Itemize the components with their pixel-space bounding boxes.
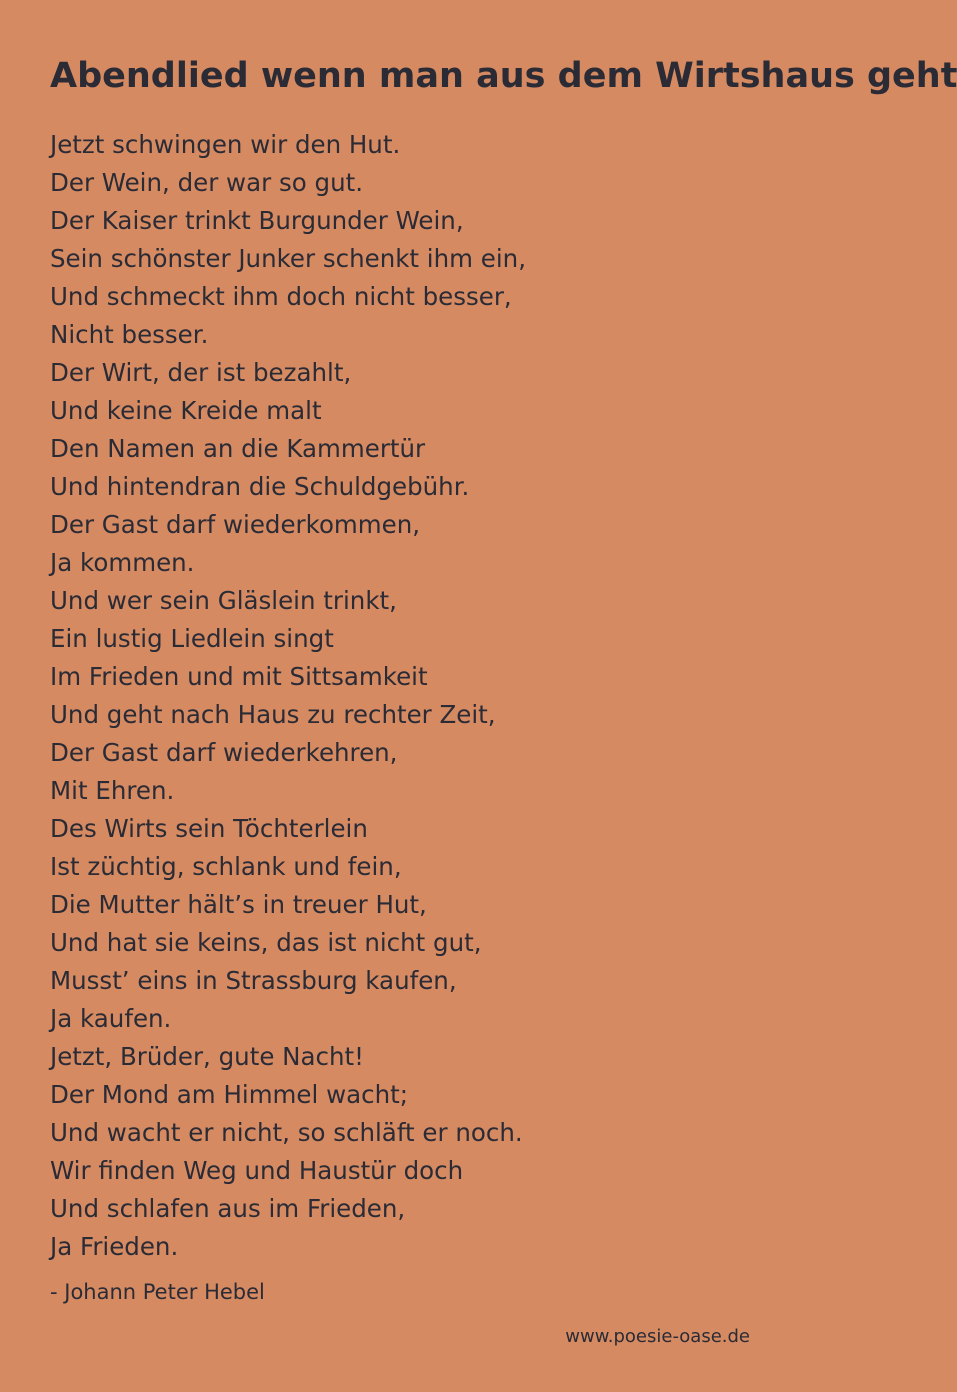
poem-line: Wir finden Weg und Haustür doch [50,1156,464,1185]
poem-line: Der Gast darf wiederkehren, [50,738,398,767]
website-credit: www.poesie-oase.de [565,1326,750,1347]
poem-line: Und schmeckt ihm doch nicht besser, [50,282,512,311]
poem-author: - Johann Peter Hebel [50,1280,265,1304]
poem-line: Die Mutter hält’s in treuer Hut, [50,890,427,919]
poem-line: Und schlafen aus im Frieden, [50,1194,406,1223]
poem-line: Mit Ehren. [50,776,175,805]
poem-line: Nicht besser. [50,320,209,349]
poem-line: Ein lustig Liedlein singt [50,624,334,653]
poem-line: Jetzt schwingen wir den Hut. [50,130,401,159]
poem-line: Und hat sie keins, das ist nicht gut, [50,928,482,957]
poem-line: Sein schönster Junker schenkt ihm ein, [50,244,526,273]
poem-line: Und geht nach Haus zu rechter Zeit, [50,700,496,729]
poem-line: Jetzt, Brüder, gute Nacht! [50,1042,364,1071]
poem-line: Musst’ eins in Strassburg kaufen, [50,966,457,995]
poem-line: Ist züchtig, schlank und fein, [50,852,402,881]
poem-line: Den Namen an die Kammertür [50,434,426,463]
poem-line: Ja Frieden. [50,1232,179,1261]
poem-line: Der Kaiser trinkt Burgunder Wein, [50,206,464,235]
poem-line: Und wacht er nicht, so schläft er noch. [50,1118,523,1147]
poem-line: Der Wein, der war so gut. [50,168,363,197]
poem-line: Der Wirt, der ist bezahlt, [50,358,352,387]
poem-line: Der Gast darf wiederkommen, [50,510,421,539]
poem-title: Abendlied wenn man aus dem Wirtshaus geht [50,56,957,96]
poem-line: Und keine Kreide malt [50,396,322,425]
poem-body [50,126,526,1266]
poem-line: Ja kommen. [50,548,195,577]
poem-line: Des Wirts sein Töchterlein [50,814,368,843]
poem-line: Und hintendran die Schuldgebühr. [50,472,470,501]
poem-line: Der Mond am Himmel wacht; [50,1080,409,1109]
poem-line: Im Frieden und mit Sittsamkeit [50,662,428,691]
poem-line: Ja kaufen. [50,1004,172,1033]
poem-line: Und wer sein Gläslein trinkt, [50,586,397,615]
